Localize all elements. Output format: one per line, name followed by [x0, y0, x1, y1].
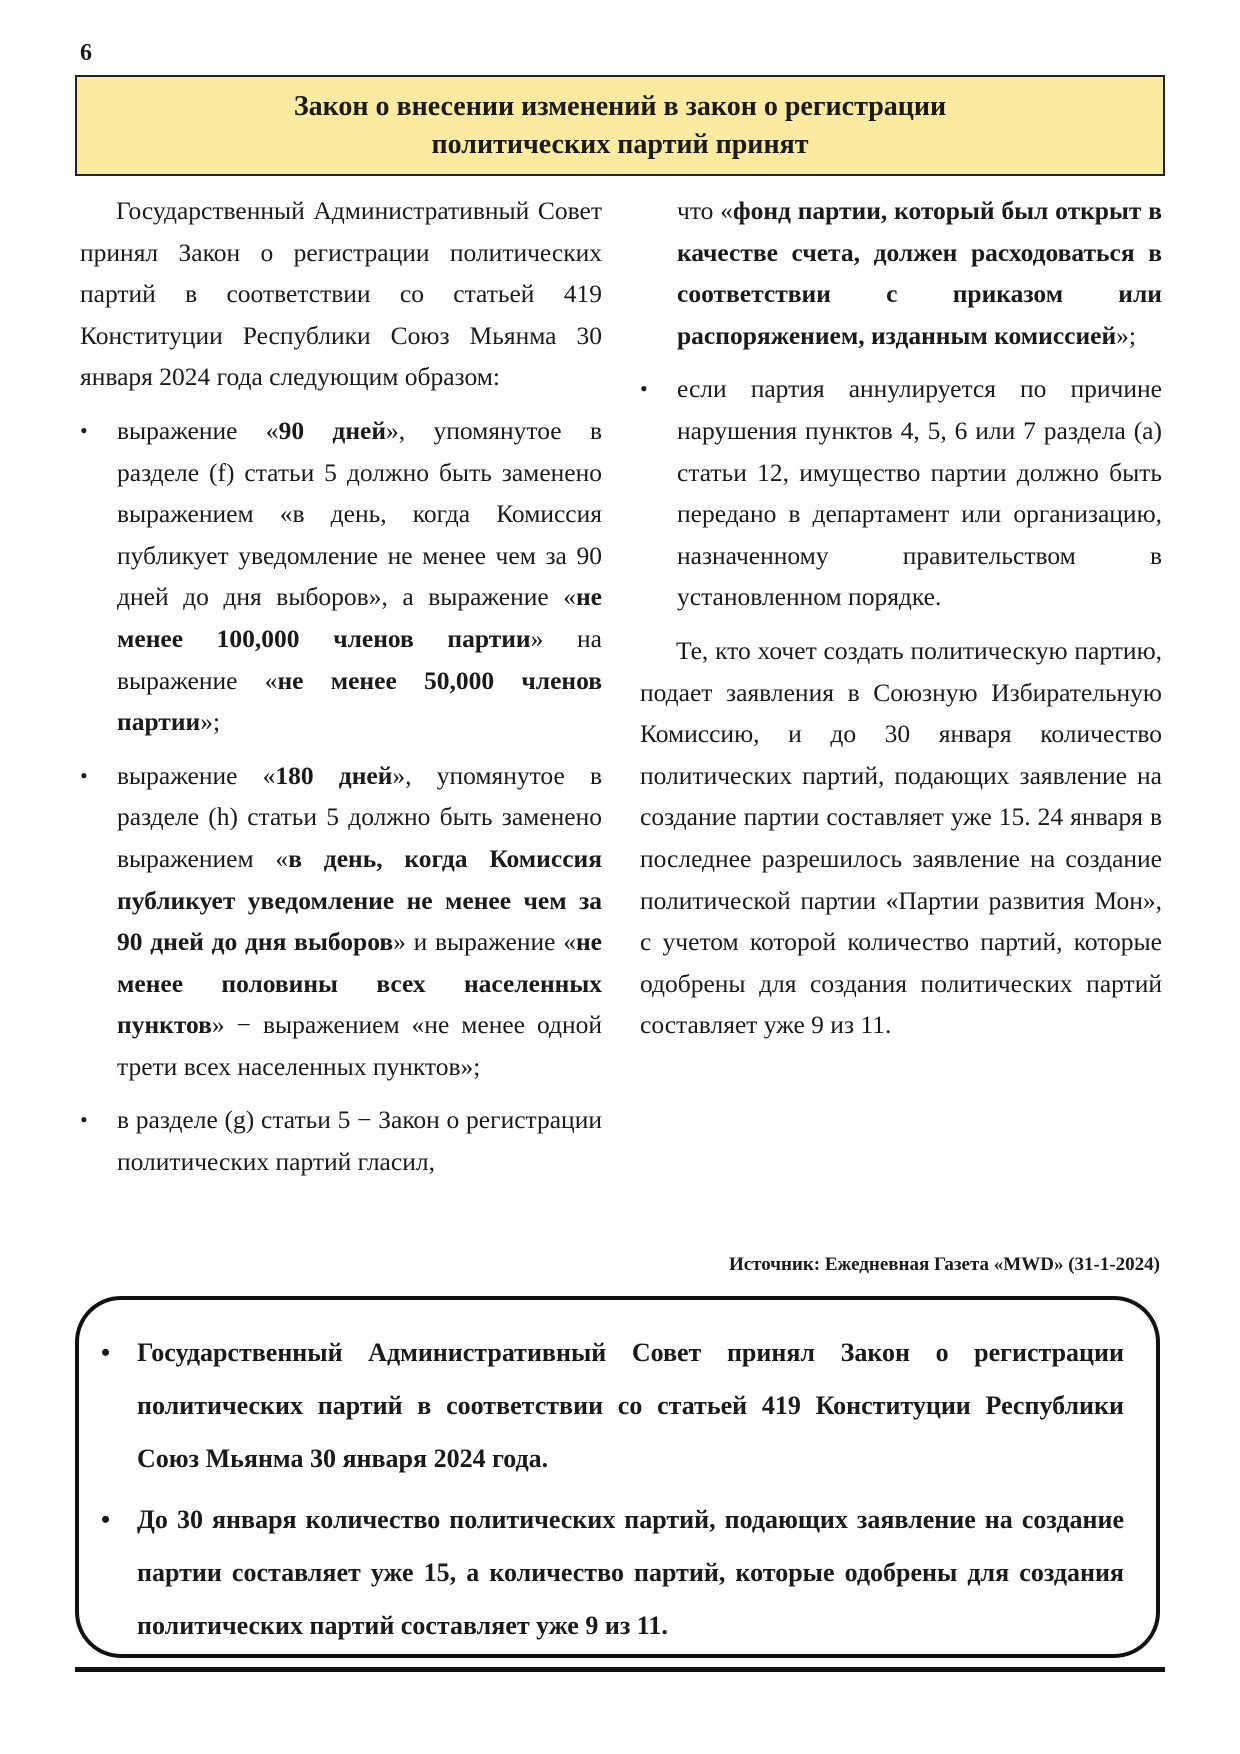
text-span: выражение «	[117, 415, 279, 445]
text-span: что «	[677, 196, 733, 225]
summary-box	[75, 1296, 1160, 1658]
party-applications-paragraph: Те, кто хочет создать политическую партию, подает заявления в Союзную Избирательную Комиссию, и до 30 января количество политических партий, подающих заявление на создание партии составляет уже 15. 24 января в последнее разрешилось заявление на создание политической партии «Партии развития Мон», с учетом которой количество партий, которые одобрены для создания политических партий составляет уже 9 из 11.	[640, 635, 1162, 1040]
bold-span: не менее 50,000 членов партии	[117, 665, 602, 737]
text-span: », упомянутое в разделе (f) статьи 5 должно быть заменено выражением «в день, когда Комиссия публикует уведомление не менее чем за 90 дней до дня выборов», а выражение «	[117, 415, 603, 612]
bold-span: 90 дней	[278, 415, 387, 445]
amendment-item-90-days	[80, 410, 602, 743]
amendment-item-180-days	[80, 755, 602, 1088]
bold-span: в день, когда Комиссия публикует уведомление не менее чем за 90 дней до дня выборов	[117, 843, 602, 957]
text-span: » и выражение «	[393, 927, 576, 957]
bold-span: 180 дней	[275, 760, 393, 790]
text-span: » − выражением «не менее одной трети всех населенных пунктов»;	[117, 1010, 602, 1081]
article-title-line-2: политических партий принят	[431, 128, 809, 160]
summary-item: • До 30 января количество политических партий, подающих заявление на создание партии составляет уже 15, а количество партий, которые одобрены для создания политических партий составляет уже 9 из 11.	[137, 1493, 1124, 1652]
source-citation: Источник: Ежедневная Газета «MWD» (31-1-2024)	[728, 1254, 1160, 1275]
page-number: 6	[80, 40, 92, 66]
intro-paragraph: Государственный Административный Совет принял Закон о регистрации политических партий в соответствии со статьей 419 Конституции Республики Союз Мьянма 30 января 2024 года следующим образом:	[80, 196, 602, 392]
amendment-item-section-g: • в разделе (g) статьи 5 − Закон о регистрации политических партий гласил,	[80, 1099, 602, 1182]
bold-span: фонд партии, который был открыт в качестве счета, должен расходоваться в соответствии с приказом или распоряжением, изданным комиссией	[677, 196, 1162, 350]
left-column	[80, 190, 602, 1195]
text-span: », упомянутое в разделе (h) статьи 5 должно быть заменено выражением «	[117, 760, 603, 873]
text-span: выражение «	[117, 760, 276, 790]
text-span: » на выражение «	[117, 623, 602, 695]
section-g-continuation	[640, 190, 1162, 356]
summary-item: • Государственный Административный Совет принял Закон о регистрации политических партий в соответствии со статьей 419 Конституции Республики Союз Мьянма 30 января 2024 года.	[137, 1326, 1124, 1485]
bold-span: не менее половины всех населенных пунктов	[117, 927, 602, 1040]
article-title-box	[75, 75, 1165, 176]
amendments-list-continued	[640, 368, 1162, 618]
bold-span: не менее 100,000 членов партии	[117, 582, 602, 653]
text-span: »;	[1116, 320, 1136, 350]
right-column	[640, 190, 1162, 1046]
bottom-divider	[75, 1667, 1165, 1672]
amendment-item-property-transfer: • если партия аннулируется по причине нарушения пунктов 4, 5, 6 или 7 раздела (а) статьи 12, имущество партии должно быть передано в департамент или организацию, назначенному правительством в установленном порядке.	[640, 368, 1162, 618]
amendments-list	[80, 410, 602, 1183]
text-span: »;	[200, 707, 221, 737]
article-title-line-1: Закон о внесении изменений в закон о регистрации	[293, 90, 947, 122]
